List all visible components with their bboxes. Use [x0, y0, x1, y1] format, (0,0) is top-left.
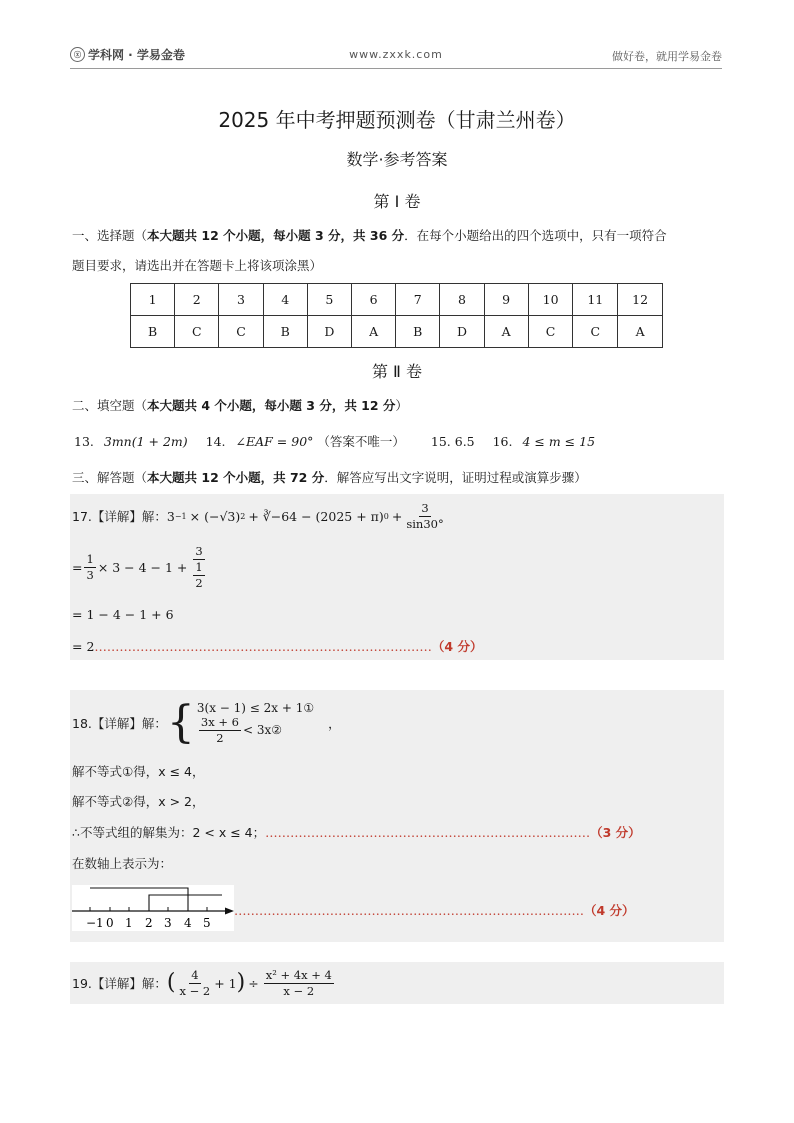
part-two-heading: 第 Ⅱ 卷 [371, 362, 423, 381]
fraction-denominator [189, 560, 208, 591]
answer-choice: A [484, 316, 528, 348]
q14-note: （答案不唯一） [317, 434, 405, 449]
q18-label: 18.【详解】解： [72, 716, 167, 731]
question-number: 8 [440, 284, 484, 316]
q19-fraction-one [177, 968, 212, 999]
q19-label: 19.【详解】解： [72, 976, 167, 991]
solution-bracket-le4 [90, 888, 188, 911]
left-paren-icon: ( [166, 970, 176, 995]
number-line-arrow-icon [225, 908, 234, 915]
section-one-heading-line2: 题目要求，请选出并在答题卡上将该项涂黑） [72, 258, 323, 273]
q17-step1-fraction-one [84, 552, 95, 583]
section-two-suffix: ） [395, 398, 408, 413]
section-one-heading [72, 222, 724, 250]
answer-choice: A [352, 316, 396, 348]
question-number: 11 [573, 284, 618, 316]
q17-term-c-exponent: 0 [383, 511, 389, 521]
q13-number: 13. [74, 434, 94, 449]
section-three-prefix: 三、解答题（ [72, 470, 148, 485]
tick-label: 3 [164, 916, 172, 930]
logo-text: 学科网 · 学易金卷 [88, 48, 185, 62]
q16-number: 16. [492, 434, 513, 449]
inner-denominator: 2 [195, 575, 203, 590]
q16-answer: 4 ≤ m ≤ 15 [522, 434, 596, 449]
question-number: 2 [175, 284, 219, 316]
fraction-numerator: x² + 4x + 4 [265, 967, 332, 982]
question-number: 6 [352, 284, 396, 316]
question-number: 9 [484, 284, 528, 316]
answer-choice: A [618, 316, 663, 348]
question-number: 10 [528, 284, 573, 316]
q18-solution-one: 解不等式①得，x ≤ 4， [72, 764, 205, 779]
q18-inequalities [197, 701, 314, 746]
q18-inequality-two-rest: < 3x② [242, 723, 282, 737]
number-line-svg [72, 885, 234, 931]
fraction-denominator: 2 [216, 730, 224, 745]
answer-choice: C [528, 316, 573, 348]
q18-comma: ， [328, 716, 341, 731]
answer-choice: C [175, 316, 219, 348]
system-brace-icon: { [166, 697, 195, 748]
q17-term-c: + ∛−64 − (2025 + π) [248, 508, 384, 524]
section-one-rest: ．在每个小题给出的四个选项中，只有一项符合 [404, 228, 667, 243]
number-line-figure [72, 885, 234, 931]
q17-fraction-numerator: 3 [421, 500, 429, 515]
fraction-numerator: 3 [195, 543, 203, 558]
section-two-prefix: 二、填空题（ [72, 398, 148, 413]
q18-inequality-two [197, 715, 314, 746]
section-one-prefix: 一、选择题（ [72, 228, 148, 243]
right-paren-icon: ) [236, 970, 246, 995]
answer-choice: B [131, 316, 175, 348]
q17-step1-complex-fraction [189, 544, 208, 591]
q17-step1-equals: = [72, 559, 83, 575]
q17-term-a: 3 [166, 508, 175, 524]
q15-answer: 15. 6.5 [430, 434, 475, 449]
answer-choice: B [396, 316, 440, 348]
question-number: 7 [396, 284, 440, 316]
inner-fraction [193, 560, 204, 591]
q17-expression [72, 497, 448, 535]
q17-step1-middle: × 3 − 4 − 1 + [97, 559, 188, 575]
part-one-heading: 第 Ⅰ 卷 [373, 192, 421, 211]
question-number: 1 [131, 284, 175, 316]
section-two-bold: 本大题共 4 个小题，每小题 3 分，共 12 分 [147, 398, 396, 413]
q17-term-b: × (−√3) [189, 508, 241, 524]
solution-bracket-gt2 [149, 895, 222, 911]
fraction-numerator: 4 [191, 967, 199, 982]
q18-leader-dots-4: ………………………………………………………………………… [234, 902, 584, 918]
q17-step-one [72, 538, 211, 596]
tick-label: 1 [125, 916, 133, 930]
q18-solution-two: 解不等式②得，x > 2， [72, 794, 205, 809]
question-number: 4 [263, 284, 307, 316]
question-number: 5 [307, 284, 351, 316]
q18-score-3: （3 分） [590, 825, 641, 840]
tick-label: −1 [86, 916, 104, 930]
tick-label: 0 [106, 916, 114, 930]
site-url: www.zxxk.com [349, 48, 443, 61]
answer-table [130, 283, 663, 348]
document-subtitle: 数学·参考答案 [346, 150, 448, 169]
q17-term-d: + [391, 508, 403, 524]
q18-solution-set-line [72, 822, 641, 842]
q17-term-a-exponent: −1 [174, 511, 187, 521]
fraction-denominator: x − 2 [179, 983, 211, 998]
answer-choice: D [307, 316, 351, 348]
question-number: 12 [618, 284, 663, 316]
q18-score-4: （4 分） [584, 903, 635, 918]
fill-blank-answers [74, 432, 595, 450]
q17-step-two: = 1 − 4 − 1 + 6 [72, 606, 174, 622]
q17-score: （4 分） [431, 639, 483, 654]
q17-result: = 2 [72, 638, 95, 654]
fraction-denominator: 3 [86, 567, 94, 582]
q17-term-b-exponent: 2 [240, 511, 246, 521]
page-header [70, 42, 722, 69]
section-one-bold: 本大题共 12 个小题，每小题 3 分，共 36 分 [147, 228, 405, 243]
q18-number-line-caption: 在数轴上表示为： [72, 856, 173, 871]
tick-label: 2 [145, 916, 153, 930]
q18-solution-set: ∴不等式组的解集为：2 < x ≤ 4； [72, 825, 266, 840]
question-number: 3 [219, 284, 263, 316]
answer-choice: B [263, 316, 307, 348]
q18-inequality-one: 3(x − 1) ≤ 2x + 1① [196, 700, 315, 715]
q17-label: 17.【详解】解： [72, 509, 167, 524]
q19-expression [72, 963, 336, 1003]
q18-system [72, 692, 341, 754]
section-two-heading [72, 392, 724, 420]
tick-label: 5 [203, 916, 211, 930]
header-slogan: 做好卷，就用学易金卷 [612, 50, 722, 63]
fraction-numerator: 1 [86, 551, 94, 566]
answer-table-answer-row [131, 316, 663, 348]
fraction-numerator: 3x + 6 [200, 714, 239, 729]
inner-numerator: 1 [195, 559, 203, 574]
section-three-rest: ．解答应写出文字说明，证明过程或演算步骤） [324, 470, 587, 485]
q14-number: 14. [205, 434, 226, 449]
q18-number-line-score-line [234, 900, 635, 920]
answer-choice: C [219, 316, 263, 348]
q18-leader-dots-3: …………………………………………………………………… [265, 824, 591, 840]
tick-label: 4 [184, 916, 192, 930]
q17-leader-dots: ……………………………………………………………………… [94, 638, 432, 654]
q17-step-three [72, 636, 482, 656]
q18-inequality-two-fraction [199, 715, 241, 746]
q14-answer: ∠EAF = 90° [235, 434, 314, 449]
logo-badge-icon: ⓧ [70, 47, 85, 62]
q17-fraction [404, 501, 445, 532]
q13-answer: 3mn(1 + 2m) [103, 434, 188, 449]
section-three-heading [72, 464, 724, 492]
answer-table-number-row [131, 284, 663, 316]
q19-fraction-two [264, 968, 334, 999]
section-three-bold: 本大题共 12 个小题，共 72 分 [147, 470, 325, 485]
q17-fraction-denominator: sin30° [406, 516, 444, 531]
answer-choice: C [573, 316, 618, 348]
document-title: 2025 年中考押题预测卷（甘肃兰州卷） [218, 108, 576, 132]
answer-choice: D [440, 316, 484, 348]
fraction-denominator: x − 2 [283, 983, 315, 998]
q19-plus-one: + 1 [214, 975, 237, 991]
q19-divide: ÷ [248, 975, 259, 991]
